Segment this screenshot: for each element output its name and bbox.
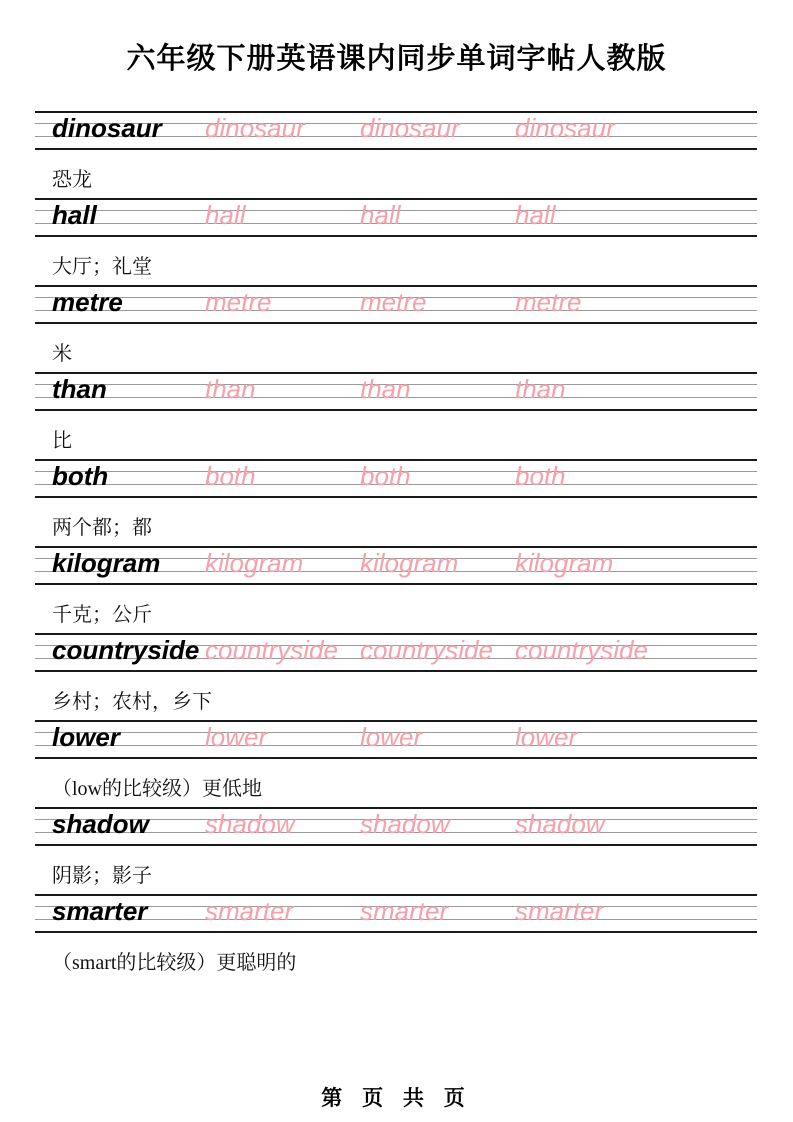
- page-title: 六年级下册英语课内同步单词字帖人教版: [126, 43, 667, 75]
- word-meaning: 比: [52, 430, 72, 452]
- word-meaning: （smart的比较级）更聪明的: [52, 952, 297, 974]
- word-sample: countryside: [52, 635, 200, 665]
- four-line-guide: [0, 807, 793, 846]
- word-sample: both: [52, 461, 109, 491]
- word-list: [0, 111, 793, 981]
- word-trace-2: both: [360, 461, 411, 491]
- four-line-guide: [0, 372, 793, 411]
- word-practice-row: [0, 285, 793, 372]
- word-practice-row: [0, 807, 793, 894]
- word-trace-1: smarter: [205, 896, 294, 926]
- word-trace-2: countryside: [360, 635, 493, 665]
- word-trace-3: dinosaur: [515, 113, 615, 143]
- word-sample: than: [52, 374, 107, 404]
- four-line-guide: [0, 111, 793, 150]
- word-meaning: 千克；公斤: [52, 604, 152, 626]
- word-trace-3: metre: [515, 287, 582, 317]
- word-trace-3: shadow: [515, 809, 605, 839]
- word-trace-1: countryside: [205, 635, 338, 665]
- four-line-guide: [0, 546, 793, 585]
- word-sample: hall: [52, 200, 97, 230]
- word-trace-1: lower: [205, 722, 268, 752]
- four-line-guide: [0, 285, 793, 324]
- word-trace-3: kilogram: [515, 548, 614, 578]
- word-sample: lower: [52, 722, 120, 752]
- word-trace-3: countryside: [515, 635, 648, 665]
- four-line-guide: [0, 198, 793, 237]
- word-trace-2: shadow: [360, 809, 450, 839]
- word-meaning: 乡村；农村，乡下: [52, 691, 212, 713]
- word-trace-1: shadow: [205, 809, 295, 839]
- four-line-guide: [0, 459, 793, 498]
- word-practice-row: [0, 720, 793, 807]
- word-trace-2: smarter: [360, 896, 449, 926]
- four-line-guide: [0, 894, 793, 933]
- word-trace-3: hall: [515, 200, 556, 230]
- word-trace-1: dinosaur: [205, 113, 305, 143]
- word-trace-2: than: [360, 374, 411, 404]
- word-sample: dinosaur: [52, 113, 162, 143]
- word-trace-2: hall: [360, 200, 401, 230]
- four-line-guide: [0, 720, 793, 759]
- word-meaning: （low的比较级）更低地: [52, 778, 262, 800]
- word-trace-3: smarter: [515, 896, 604, 926]
- word-trace-3: than: [515, 374, 566, 404]
- word-practice-row: [0, 894, 793, 981]
- word-trace-2: dinosaur: [360, 113, 460, 143]
- word-meaning: 两个都；都: [52, 517, 152, 539]
- word-sample: smarter: [52, 896, 148, 926]
- word-practice-row: [0, 546, 793, 633]
- word-trace-1: both: [205, 461, 256, 491]
- word-trace-3: lower: [515, 722, 578, 752]
- word-practice-row: [0, 372, 793, 459]
- word-trace-2: lower: [360, 722, 423, 752]
- word-trace-1: hall: [205, 200, 246, 230]
- page-footer: 第 页 共 页: [321, 1087, 472, 1110]
- word-sample: metre: [52, 287, 123, 317]
- word-practice-row: [0, 198, 793, 285]
- word-sample: kilogram: [52, 548, 161, 578]
- word-meaning: 恐龙: [52, 169, 92, 191]
- word-trace-1: metre: [205, 287, 272, 317]
- word-practice-row: [0, 459, 793, 546]
- word-trace-2: kilogram: [360, 548, 459, 578]
- word-practice-row: [0, 633, 793, 720]
- word-meaning: 米: [52, 343, 72, 365]
- word-trace-3: both: [515, 461, 566, 491]
- word-trace-1: than: [205, 374, 256, 404]
- word-sample: shadow: [52, 809, 149, 839]
- word-trace-2: metre: [360, 287, 427, 317]
- word-meaning: 大厅；礼堂: [52, 256, 152, 278]
- word-practice-row: [0, 111, 793, 198]
- word-meaning: 阴影；影子: [52, 865, 152, 887]
- four-line-guide: [0, 633, 793, 672]
- word-trace-1: kilogram: [205, 548, 304, 578]
